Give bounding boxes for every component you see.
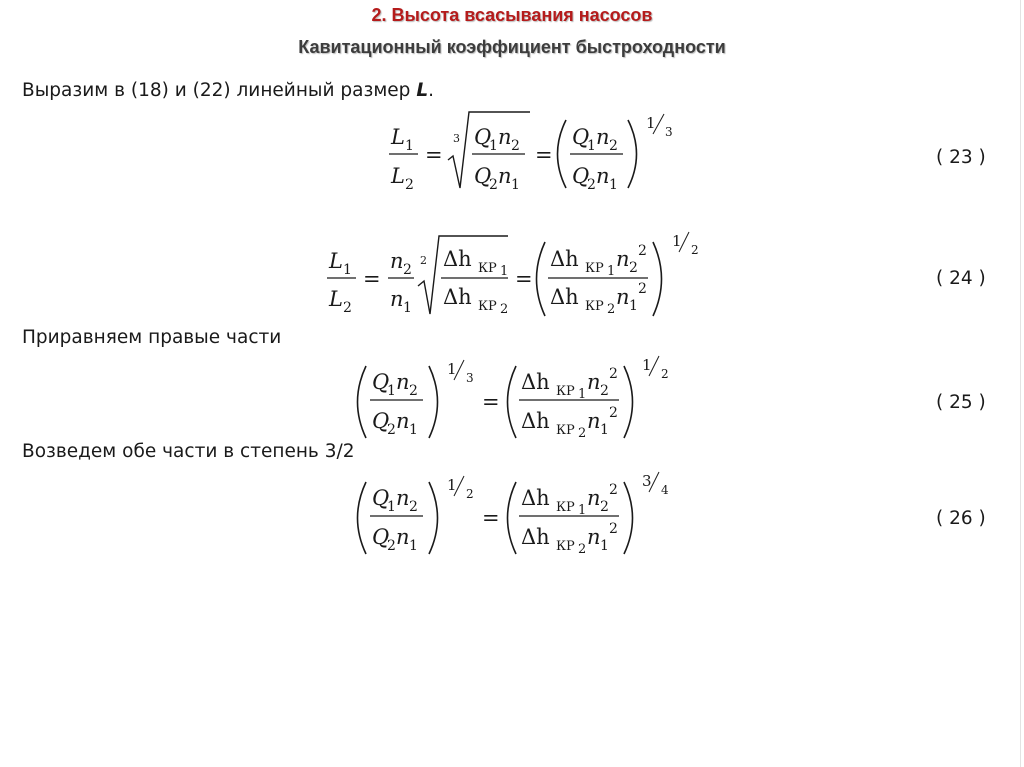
svg-text:1: 1 <box>646 114 656 132</box>
svg-text:3: 3 <box>466 371 474 385</box>
svg-text:4: 4 <box>661 483 669 497</box>
raise-paragraph: Возведем обе части в степень 3/2 <box>22 441 355 462</box>
svg-text:2: 2 <box>638 243 647 259</box>
svg-text:n: n <box>616 247 630 271</box>
svg-text:КР: КР <box>556 539 575 554</box>
svg-text:=: = <box>515 267 533 291</box>
svg-text:2: 2 <box>578 426 587 441</box>
svg-text:=: = <box>535 143 553 167</box>
svg-text:=: = <box>482 506 500 530</box>
svg-text:L: L <box>329 287 343 311</box>
svg-text:L: L <box>391 164 405 188</box>
svg-text:2: 2 <box>403 262 412 278</box>
svg-text:2: 2 <box>609 482 618 498</box>
svg-text:1: 1 <box>607 264 616 279</box>
svg-text:=: = <box>363 267 381 291</box>
svg-text:2: 2 <box>607 302 616 317</box>
svg-text:Δh: Δh <box>521 409 550 433</box>
intro-paragraph <box>22 80 434 101</box>
svg-text:Q: Q <box>372 486 390 510</box>
svg-text:1: 1 <box>387 499 396 515</box>
svg-text:1: 1 <box>409 538 418 554</box>
svg-text:КР: КР <box>478 299 497 314</box>
svg-text:n: n <box>616 285 630 309</box>
equation-24 <box>318 228 718 320</box>
svg-text:Δh: Δh <box>443 247 472 271</box>
svg-text:Δh: Δh <box>443 285 472 309</box>
svg-text:1: 1 <box>587 138 596 154</box>
svg-text:n: n <box>396 525 410 549</box>
svg-text:1: 1 <box>629 298 638 314</box>
equation-25 <box>354 352 684 442</box>
svg-text:n: n <box>396 370 410 394</box>
svg-text:Δh: Δh <box>521 486 550 510</box>
svg-text:1: 1 <box>672 232 682 250</box>
svg-text:n: n <box>390 287 404 311</box>
svg-text:Q: Q <box>372 370 390 394</box>
equation-23 <box>380 108 680 194</box>
svg-text:2: 2 <box>420 254 427 267</box>
svg-text:2: 2 <box>387 538 396 554</box>
svg-text:n: n <box>587 486 601 510</box>
svg-text:n: n <box>498 164 512 188</box>
svg-text:1: 1 <box>609 177 618 193</box>
svg-text:1: 1 <box>387 383 396 399</box>
svg-text:L: L <box>329 249 343 273</box>
svg-text:Δh: Δh <box>521 370 550 394</box>
svg-text:Δh: Δh <box>550 247 579 271</box>
svg-text:1: 1 <box>405 138 414 154</box>
svg-text:n: n <box>396 409 410 433</box>
svg-text:2: 2 <box>609 521 618 537</box>
svg-text:2: 2 <box>578 542 587 557</box>
svg-text:2: 2 <box>691 243 699 257</box>
svg-text:1: 1 <box>447 360 457 378</box>
equation-26-number: ( 26 ) <box>936 508 986 529</box>
svg-text:Δh: Δh <box>521 525 550 549</box>
svg-text:=: = <box>482 390 500 414</box>
svg-text:1: 1 <box>600 538 609 554</box>
slide-edge-line <box>1020 0 1021 767</box>
svg-text:2: 2 <box>638 281 647 297</box>
svg-text:2: 2 <box>609 366 618 382</box>
svg-text:2: 2 <box>600 499 609 515</box>
svg-text:2: 2 <box>409 499 418 515</box>
svg-text:2: 2 <box>629 260 638 276</box>
svg-text:Q: Q <box>372 525 390 549</box>
svg-text:Q: Q <box>572 125 590 149</box>
svg-text:КР: КР <box>556 500 575 515</box>
svg-text:КР: КР <box>556 384 575 399</box>
slide-subtitle: Кавитационный коэффициент быстроходности <box>298 37 726 57</box>
svg-text:КР: КР <box>585 261 604 276</box>
svg-text:2: 2 <box>405 177 414 193</box>
svg-text:3: 3 <box>642 472 652 490</box>
intro-end: . <box>428 80 434 101</box>
equation-23-number: ( 23 ) <box>936 147 986 168</box>
slide-title: 2. Высота всасывания насосов <box>371 5 653 25</box>
svg-text:КР: КР <box>585 299 604 314</box>
svg-text:n: n <box>396 486 410 510</box>
svg-text:1: 1 <box>403 300 412 316</box>
svg-text:2: 2 <box>500 302 509 317</box>
svg-text:3: 3 <box>665 125 673 139</box>
svg-text:КР: КР <box>556 423 575 438</box>
svg-text:Q: Q <box>572 164 590 188</box>
svg-text:2: 2 <box>343 300 352 316</box>
svg-text:1: 1 <box>500 264 509 279</box>
svg-text:2: 2 <box>600 383 609 399</box>
equation-24-number: ( 24 ) <box>936 268 986 289</box>
svg-text:n: n <box>596 125 610 149</box>
svg-text:2: 2 <box>489 177 498 193</box>
svg-text:2: 2 <box>387 422 396 438</box>
svg-text:1: 1 <box>578 387 587 402</box>
svg-text:Q: Q <box>474 125 492 149</box>
svg-text:2: 2 <box>466 487 474 501</box>
svg-text:1: 1 <box>578 503 587 518</box>
svg-text:=: = <box>425 143 443 167</box>
svg-text:2: 2 <box>609 405 618 421</box>
svg-text:1: 1 <box>489 138 498 154</box>
svg-text:n: n <box>498 125 512 149</box>
svg-text:n: n <box>587 409 601 433</box>
svg-text:1: 1 <box>600 422 609 438</box>
svg-text:2: 2 <box>409 383 418 399</box>
svg-text:2: 2 <box>511 138 520 154</box>
svg-text:1: 1 <box>409 422 418 438</box>
svg-text:1: 1 <box>511 177 520 193</box>
svg-text:3: 3 <box>453 132 460 145</box>
svg-text:1: 1 <box>343 262 352 278</box>
svg-text:2: 2 <box>609 138 618 154</box>
svg-text:1: 1 <box>447 476 457 494</box>
equate-paragraph: Приравняем правые части <box>22 327 282 348</box>
equation-26 <box>354 468 684 558</box>
equation-25-number: ( 25 ) <box>936 392 986 413</box>
svg-text:КР: КР <box>478 261 497 276</box>
intro-symbol: L <box>416 80 429 101</box>
svg-text:1: 1 <box>642 356 652 374</box>
svg-text:2: 2 <box>587 177 596 193</box>
svg-text:n: n <box>587 525 601 549</box>
svg-text:n: n <box>390 249 404 273</box>
intro-text: Выразим в (18) и (22) линейный размер <box>22 80 417 101</box>
svg-text:Q: Q <box>474 164 492 188</box>
svg-text:n: n <box>587 370 601 394</box>
svg-text:L: L <box>391 125 405 149</box>
svg-text:Q: Q <box>372 409 390 433</box>
svg-text:Δh: Δh <box>550 285 579 309</box>
svg-text:n: n <box>596 164 610 188</box>
svg-text:2: 2 <box>661 367 669 381</box>
